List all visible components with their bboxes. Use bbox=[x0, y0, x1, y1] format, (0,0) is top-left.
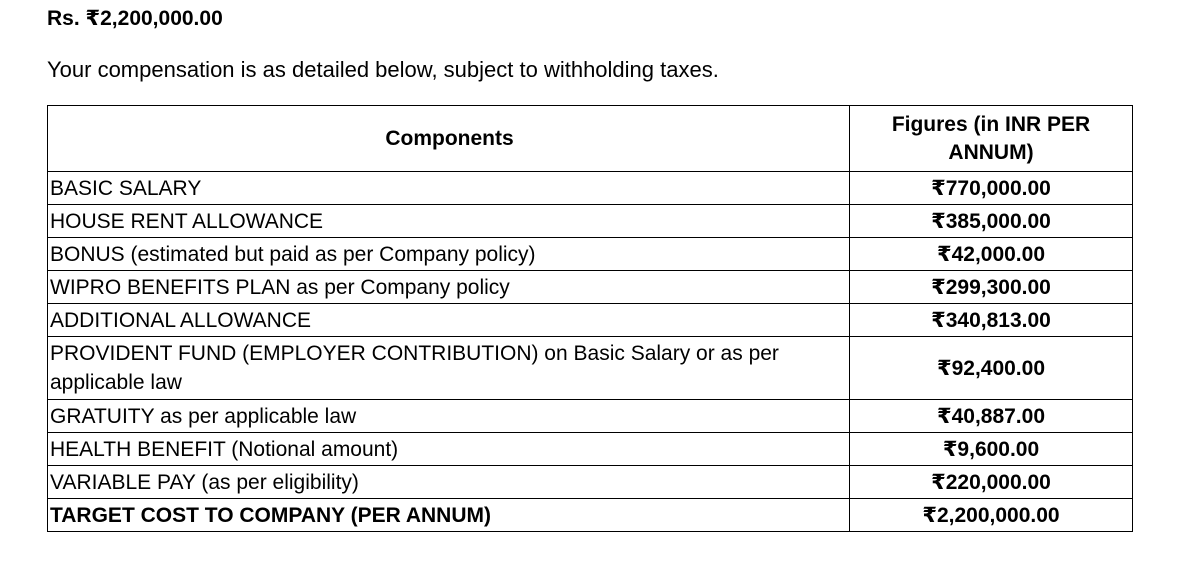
component-amount: ₹340,813.00 bbox=[850, 304, 1133, 337]
table-row bbox=[48, 271, 1133, 304]
total-label: TARGET COST TO COMPANY (PER ANNUM) bbox=[48, 499, 850, 532]
component-label: BONUS (estimated but paid as per Company policy) bbox=[48, 238, 850, 271]
figures-column-header: Figures (in INR PER ANNUM) bbox=[850, 106, 1133, 172]
table-row bbox=[48, 337, 1133, 400]
component-amount: ₹770,000.00 bbox=[850, 172, 1133, 205]
table-row bbox=[48, 433, 1133, 466]
components-column-header: Components bbox=[48, 106, 850, 172]
table-row bbox=[48, 172, 1133, 205]
table-header-row bbox=[48, 106, 1133, 172]
component-amount: ₹9,600.00 bbox=[850, 433, 1133, 466]
component-amount: ₹42,000.00 bbox=[850, 238, 1133, 271]
component-label: BASIC SALARY bbox=[48, 172, 850, 205]
table-row bbox=[48, 238, 1133, 271]
component-label: WIPRO BENEFITS PLAN as per Company policy bbox=[48, 271, 850, 304]
table-row bbox=[48, 304, 1133, 337]
compensation-table bbox=[47, 105, 1133, 532]
component-amount: ₹385,000.00 bbox=[850, 205, 1133, 238]
table-row bbox=[48, 205, 1133, 238]
component-label: PROVIDENT FUND (EMPLOYER CONTRIBUTION) on Basic Salary or as per applicable law bbox=[48, 337, 850, 400]
table-row bbox=[48, 466, 1133, 499]
ctc-heading: Rs. ₹2,200,000.00 bbox=[47, 7, 223, 30]
component-amount: ₹299,300.00 bbox=[850, 271, 1133, 304]
component-label: GRATUITY as per applicable law bbox=[48, 400, 850, 433]
compensation-intro-text: Your compensation is as detailed below, subject to withholding taxes. bbox=[47, 57, 719, 82]
component-label: HOUSE RENT ALLOWANCE bbox=[48, 205, 850, 238]
table-row bbox=[48, 400, 1133, 433]
component-label: VARIABLE PAY (as per eligibility) bbox=[48, 466, 850, 499]
component-label: ADDITIONAL ALLOWANCE bbox=[48, 304, 850, 337]
component-amount: ₹220,000.00 bbox=[850, 466, 1133, 499]
total-row bbox=[48, 499, 1133, 532]
component-amount: ₹40,887.00 bbox=[850, 400, 1133, 433]
component-amount: ₹92,400.00 bbox=[850, 337, 1133, 400]
component-label: HEALTH BENEFIT (Notional amount) bbox=[48, 433, 850, 466]
total-amount: ₹2,200,000.00 bbox=[850, 499, 1133, 532]
